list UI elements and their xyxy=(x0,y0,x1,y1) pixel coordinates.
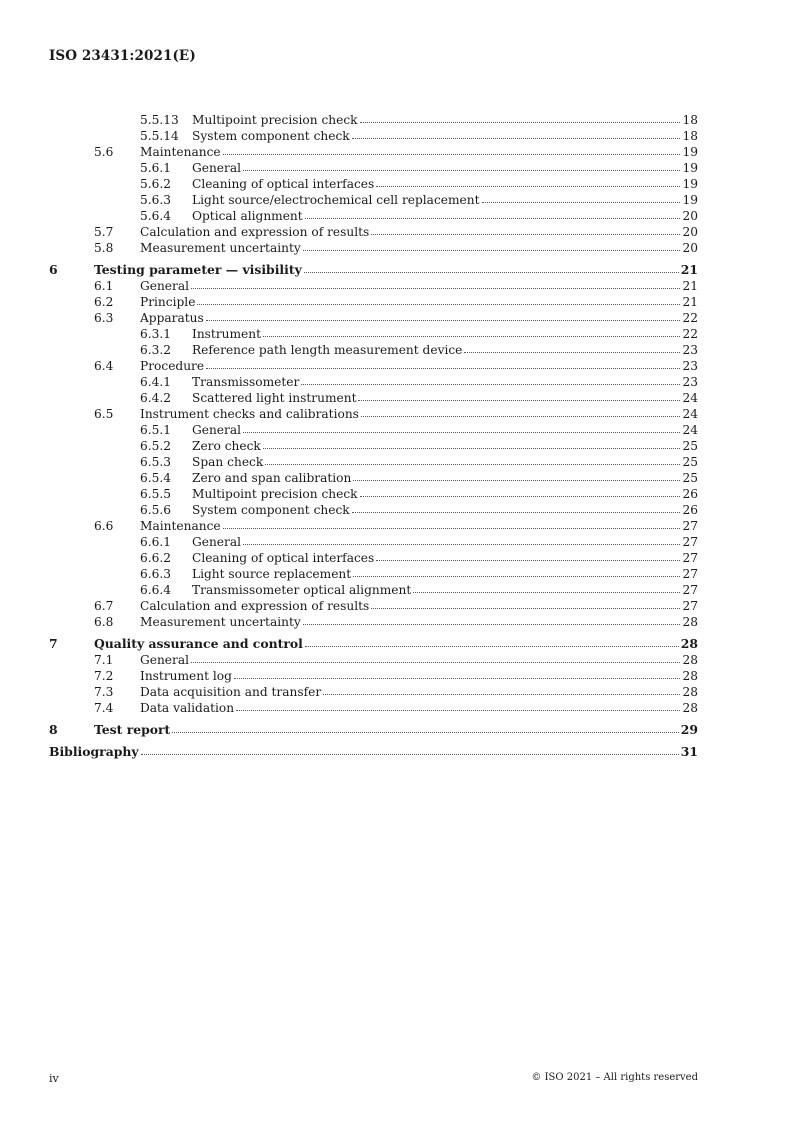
toc-entry-number: 6.4 xyxy=(94,359,114,373)
toc-entry-title: General xyxy=(192,423,241,437)
toc-entry-page: 23 xyxy=(682,375,698,389)
toc-entry-number: 6.8 xyxy=(94,615,114,629)
dot-leader xyxy=(482,192,681,203)
toc-entry-line xyxy=(49,744,698,760)
dot-leader xyxy=(265,454,680,465)
toc-entry-line xyxy=(192,176,698,192)
dot-leader xyxy=(361,406,681,417)
dot-leader xyxy=(191,278,680,289)
dot-leader xyxy=(304,262,679,273)
toc-entry-number: 6.5.5 xyxy=(140,487,172,501)
toc-entry-number: 5.6.4 xyxy=(140,209,172,223)
toc-entry-number: 5.7 xyxy=(94,225,114,239)
toc-entry[interactable] xyxy=(49,470,698,486)
toc-entry-page: 25 xyxy=(682,439,698,453)
toc-entry-line xyxy=(140,144,698,160)
toc-entry-line xyxy=(140,406,698,422)
toc-entry[interactable] xyxy=(49,240,698,256)
toc-entry[interactable] xyxy=(49,310,698,326)
dot-leader xyxy=(360,486,681,497)
toc-entry-page: 22 xyxy=(682,327,698,341)
toc-entry-title: Zero and span calibration xyxy=(192,471,352,485)
dot-leader xyxy=(353,566,680,577)
dot-leader xyxy=(191,652,680,663)
toc-entry-page: 26 xyxy=(682,503,698,517)
toc-entry-title: General xyxy=(192,161,241,175)
toc-entry[interactable] xyxy=(49,128,698,144)
dot-leader xyxy=(353,470,680,481)
toc-entry-line xyxy=(192,422,698,438)
toc-entry-line xyxy=(192,454,698,470)
toc-entry-page: 20 xyxy=(682,225,698,239)
toc-entry-page: 28 xyxy=(680,636,698,651)
toc-entry-number: 6.3 xyxy=(94,311,114,325)
toc-entry-title: Calculation and expression of results xyxy=(140,599,370,613)
toc-entry-page: 19 xyxy=(682,193,698,207)
toc-entry-title: System component check xyxy=(192,503,350,517)
toc-entry-title: Transmissometer optical alignment xyxy=(192,583,412,597)
toc-entry-page: 27 xyxy=(682,599,698,613)
toc-entry-number: 6 xyxy=(49,262,58,277)
toc-entry-line xyxy=(192,582,698,598)
toc-entry[interactable] xyxy=(49,160,698,176)
toc-entry[interactable] xyxy=(49,700,698,716)
toc-entry-line xyxy=(94,722,698,738)
toc-entry-number: 6.5.1 xyxy=(140,423,172,437)
toc-entry-line xyxy=(192,208,698,224)
toc-entry[interactable] xyxy=(49,358,698,374)
dot-leader xyxy=(141,744,679,755)
document-id: ISO 23431:2021(E) xyxy=(49,48,196,64)
toc-entry-line xyxy=(192,550,698,566)
dot-leader xyxy=(223,144,681,155)
toc-entry-line xyxy=(140,684,698,700)
table-of-contents xyxy=(49,112,698,760)
toc-entry-page: 27 xyxy=(682,551,698,565)
toc-entry-title: Light source/electrochemical cell replacement xyxy=(192,193,480,207)
toc-entry[interactable] xyxy=(49,406,698,422)
toc-entry-page: 25 xyxy=(682,455,698,469)
dot-leader xyxy=(376,550,680,561)
dot-leader xyxy=(413,582,680,593)
toc-entry-title: General xyxy=(140,279,189,293)
toc-entry-number: 6.2 xyxy=(94,295,114,309)
toc-entry-number: 6.4.2 xyxy=(140,391,172,405)
toc-entry[interactable] xyxy=(49,454,698,470)
toc-entry-number: 5.6.3 xyxy=(140,193,172,207)
toc-entry-number: 6.5.3 xyxy=(140,455,172,469)
toc-entry-title: Instrument checks and calibrations xyxy=(140,407,359,421)
toc-entry-page: 31 xyxy=(680,744,698,759)
toc-entry[interactable] xyxy=(49,294,698,310)
toc-entry-page: 20 xyxy=(682,209,698,223)
toc-entry-title: Data validation xyxy=(140,701,235,715)
toc-entry-line xyxy=(140,614,698,630)
toc-entry-number: 7.1 xyxy=(94,653,114,667)
toc-entry[interactable] xyxy=(49,636,698,652)
dot-leader xyxy=(243,534,680,545)
toc-entry[interactable] xyxy=(49,582,698,598)
dot-leader xyxy=(243,160,680,171)
toc-entry-title: Bibliography xyxy=(49,744,139,759)
toc-entry-title: Instrument log xyxy=(140,669,232,683)
toc-entry-title: General xyxy=(192,535,241,549)
toc-entry-number: 7.4 xyxy=(94,701,114,715)
toc-entry-title: Multipoint precision check xyxy=(192,113,358,127)
toc-entry[interactable] xyxy=(49,326,698,342)
toc-entry-number: 6.6.4 xyxy=(140,583,172,597)
toc-entry-page: 18 xyxy=(682,129,698,143)
toc-entry-page: 18 xyxy=(682,113,698,127)
toc-entry-line xyxy=(192,390,698,406)
toc-entry-title: Maintenance xyxy=(140,145,221,159)
toc-entry-title: Instrument xyxy=(192,327,262,341)
toc-entry-title: Measurement uncertainty xyxy=(140,615,301,629)
dot-leader xyxy=(263,438,681,449)
toc-entry-title: Cleaning of optical interfaces xyxy=(192,551,375,565)
toc-entry-number: 6.6.3 xyxy=(140,567,172,581)
toc-entry-title: Zero check xyxy=(192,439,261,453)
toc-entry-page: 23 xyxy=(682,359,698,373)
toc-entry-line xyxy=(192,534,698,550)
toc-entry-number: 6.1 xyxy=(94,279,114,293)
toc-entry-line xyxy=(94,636,698,652)
toc-entry-title: Scattered light instrument xyxy=(192,391,357,405)
dot-leader xyxy=(223,518,681,529)
toc-entry[interactable] xyxy=(49,112,698,128)
toc-entry-page: 27 xyxy=(682,567,698,581)
toc-entry-title: Multipoint precision check xyxy=(192,487,358,501)
dot-leader xyxy=(352,128,681,139)
toc-entry[interactable] xyxy=(49,342,698,358)
dot-leader xyxy=(352,502,681,513)
dot-leader xyxy=(303,614,681,625)
toc-entry-title: Reference path length measurement device xyxy=(192,343,463,357)
toc-entry-title: Calculation and expression of results xyxy=(140,225,370,239)
toc-entry-page: 22 xyxy=(682,311,698,325)
toc-entry-line xyxy=(140,668,698,684)
toc-entry-line xyxy=(192,342,698,358)
toc-entry-number: 7.3 xyxy=(94,685,114,699)
toc-entry-page: 25 xyxy=(682,471,698,485)
toc-entry-number: 6.3.1 xyxy=(140,327,172,341)
toc-entry-title: Light source replacement xyxy=(192,567,352,581)
dot-leader xyxy=(206,310,681,321)
dot-leader xyxy=(243,422,680,433)
toc-entry-page: 27 xyxy=(682,535,698,549)
toc-entry-number: 6.6 xyxy=(94,519,114,533)
toc-entry-line xyxy=(192,470,698,486)
toc-entry-number: 6.5.2 xyxy=(140,439,172,453)
toc-entry-number: 8 xyxy=(49,722,58,737)
toc-entry-title: Test report xyxy=(94,722,171,737)
toc-entry-page: 28 xyxy=(682,685,698,699)
toc-entry-page: 27 xyxy=(682,583,698,597)
dot-leader xyxy=(360,112,681,123)
toc-entry-line xyxy=(192,112,698,128)
dot-leader xyxy=(197,294,680,305)
dot-leader xyxy=(305,636,679,647)
dot-leader xyxy=(236,700,680,711)
toc-entry-number: 6.6.1 xyxy=(140,535,172,549)
toc-entry-title: Quality assurance and control xyxy=(94,636,303,651)
toc-entry[interactable] xyxy=(49,668,698,684)
dot-leader xyxy=(263,326,680,337)
toc-entry-page: 19 xyxy=(682,161,698,175)
toc-entry-title: Procedure xyxy=(140,359,205,373)
toc-entry-title: Optical alignment xyxy=(192,209,303,223)
toc-entry[interactable] xyxy=(49,566,698,582)
toc-entry[interactable] xyxy=(49,534,698,550)
toc-entry-number: 7.2 xyxy=(94,669,114,683)
toc-entry[interactable] xyxy=(49,144,698,160)
toc-entry-line xyxy=(192,438,698,454)
toc-entry-number: 6.5.6 xyxy=(140,503,172,517)
toc-entry[interactable] xyxy=(49,192,698,208)
dot-leader xyxy=(323,684,680,695)
toc-entry-line xyxy=(140,278,698,294)
toc-entry-line xyxy=(140,518,698,534)
toc-entry-line xyxy=(192,486,698,502)
dot-leader xyxy=(371,224,680,235)
toc-entry-page: 19 xyxy=(682,177,698,191)
toc-entry-page: 24 xyxy=(682,407,698,421)
toc-entry-page: 28 xyxy=(682,701,698,715)
toc-entry-title: Data acquisition and transfer xyxy=(140,685,322,699)
toc-entry[interactable] xyxy=(49,614,698,630)
dot-leader xyxy=(371,598,680,609)
dot-leader xyxy=(234,668,681,679)
toc-entry-title: Cleaning of optical interfaces xyxy=(192,177,375,191)
dot-leader xyxy=(301,374,680,385)
toc-entry-page: 27 xyxy=(682,519,698,533)
toc-entry-number: 5.5.14 xyxy=(140,129,179,143)
toc-entry[interactable] xyxy=(49,278,698,294)
toc-entry-line xyxy=(192,160,698,176)
toc-entry-title: Testing parameter — visibility xyxy=(94,262,302,277)
toc-entry-line xyxy=(140,700,698,716)
toc-entry[interactable] xyxy=(49,652,698,668)
dot-leader xyxy=(376,176,680,187)
toc-entry-title: Span check xyxy=(192,455,264,469)
toc-entry-title: Principle xyxy=(140,295,196,309)
toc-entry[interactable] xyxy=(49,208,698,224)
toc-entry-page: 21 xyxy=(680,262,698,277)
toc-entry-number: 6.3.2 xyxy=(140,343,172,357)
copyright-notice: © ISO 2021 – All rights reserved xyxy=(531,1072,698,1083)
page-number: iv xyxy=(49,1072,59,1085)
toc-entry-page: 29 xyxy=(680,722,698,737)
toc-entry-line xyxy=(192,128,698,144)
toc-entry[interactable] xyxy=(49,422,698,438)
toc-entry-page: 20 xyxy=(682,241,698,255)
toc-entry-title: General xyxy=(140,653,189,667)
toc-entry[interactable] xyxy=(49,502,698,518)
toc-entry[interactable] xyxy=(49,374,698,390)
toc-entry-line xyxy=(192,502,698,518)
toc-entry-number: 6.5.4 xyxy=(140,471,172,485)
toc-entry[interactable] xyxy=(49,518,698,534)
toc-entry-number: 5.8 xyxy=(94,241,114,255)
toc-entry-page: 21 xyxy=(682,295,698,309)
toc-entry[interactable] xyxy=(49,684,698,700)
toc-entry[interactable] xyxy=(49,550,698,566)
dot-leader xyxy=(303,240,681,251)
toc-entry-number: 6.5 xyxy=(94,407,114,421)
toc-entry[interactable] xyxy=(49,486,698,502)
toc-entry-page: 28 xyxy=(682,653,698,667)
toc-entry-number: 6.6.2 xyxy=(140,551,172,565)
toc-entry-page: 26 xyxy=(682,487,698,501)
toc-entry-line xyxy=(94,262,698,278)
toc-entry-line xyxy=(140,224,698,240)
toc-entry-page: 24 xyxy=(682,391,698,405)
toc-entry-line xyxy=(140,652,698,668)
toc-entry-title: System component check xyxy=(192,129,350,143)
toc-entry-number: 7 xyxy=(49,636,58,651)
dot-leader xyxy=(206,358,680,369)
toc-entry-page: 21 xyxy=(682,279,698,293)
toc-entry[interactable] xyxy=(49,744,698,760)
toc-entry-title: Apparatus xyxy=(140,311,204,325)
toc-entry[interactable] xyxy=(49,438,698,454)
toc-entry-page: 23 xyxy=(682,343,698,357)
toc-entry-number: 5.5.13 xyxy=(140,113,179,127)
toc-entry-number: 5.6 xyxy=(94,145,114,159)
toc-entry-title: Transmissometer xyxy=(192,375,300,389)
toc-entry-title: Measurement uncertainty xyxy=(140,241,301,255)
toc-entry-line xyxy=(140,310,698,326)
toc-entry-line xyxy=(192,326,698,342)
toc-entry[interactable] xyxy=(49,262,698,278)
page-footer xyxy=(49,1072,698,1085)
dot-leader xyxy=(305,208,681,219)
toc-entry-page: 19 xyxy=(682,145,698,159)
toc-entry-line xyxy=(140,240,698,256)
dot-leader xyxy=(358,390,680,401)
toc-entry-number: 6.7 xyxy=(94,599,114,613)
toc-entry[interactable] xyxy=(49,598,698,614)
toc-entry-page: 28 xyxy=(682,615,698,629)
toc-entry[interactable] xyxy=(49,722,698,738)
toc-entry[interactable] xyxy=(49,390,698,406)
toc-entry-line xyxy=(140,358,698,374)
dot-leader xyxy=(464,342,680,353)
toc-entry[interactable] xyxy=(49,176,698,192)
toc-entry-title: Maintenance xyxy=(140,519,221,533)
toc-entry-line xyxy=(192,566,698,582)
toc-entry-line xyxy=(192,374,698,390)
toc-entry-line xyxy=(192,192,698,208)
toc-entry-page: 24 xyxy=(682,423,698,437)
toc-entry[interactable] xyxy=(49,224,698,240)
toc-entry-line xyxy=(140,598,698,614)
toc-entry-number: 5.6.2 xyxy=(140,177,172,191)
dot-leader xyxy=(172,722,678,733)
toc-entry-page: 28 xyxy=(682,669,698,683)
toc-entry-number: 6.4.1 xyxy=(140,375,172,389)
toc-entry-number: 5.6.1 xyxy=(140,161,172,175)
toc-entry-line xyxy=(140,294,698,310)
